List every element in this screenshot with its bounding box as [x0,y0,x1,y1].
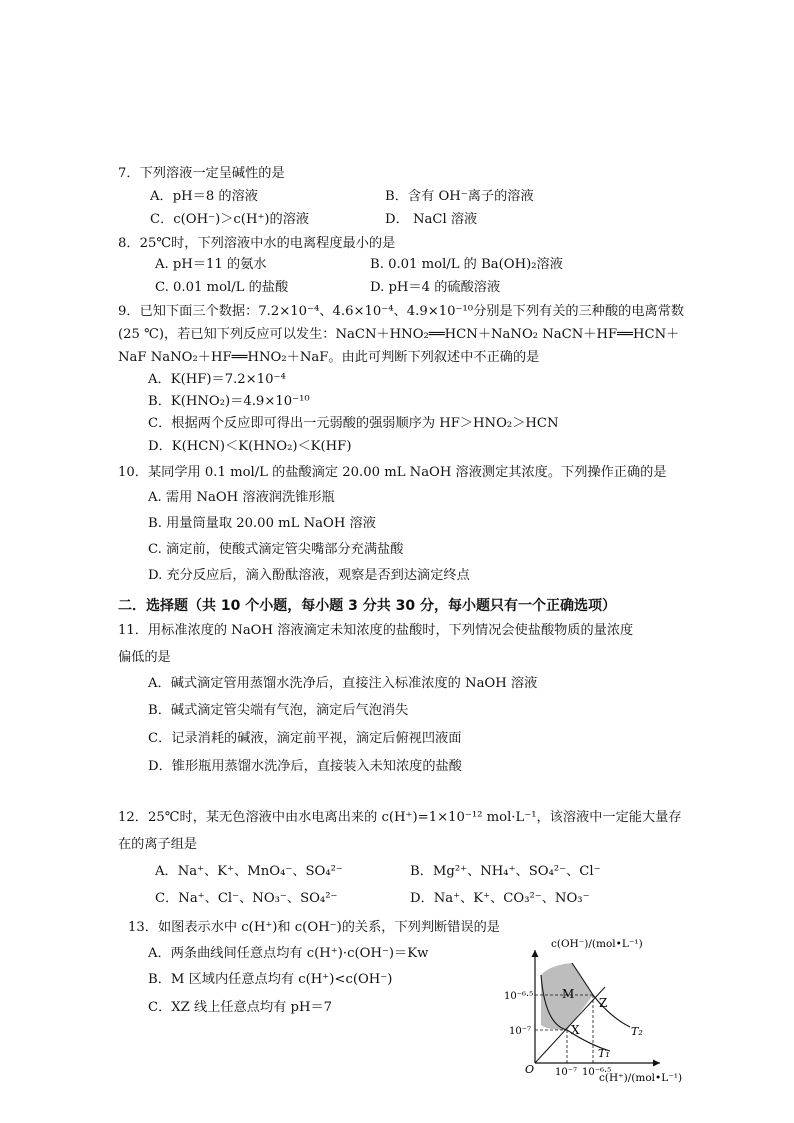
section-2-heading: 二．选择题（共 10 个小题，每小题 3 分共 30 分，每小题只有一个正确选项） [118,598,616,614]
question-13-option-b: B．M 区域内任意点均有 c(H⁺)<c(OH⁻) [148,972,393,987]
x-tick-low-label: 10⁻⁷ [555,1067,578,1078]
question-10-option-a: A. 需用 NaOH 溶液润洗锥形瓶 [148,490,335,505]
question-12-line-1: 12．25℃时，某无色溶液中由水电离出来的 c(H⁺)=1×10⁻¹² mol·L⁻¹，该溶液中一定能大量存 [118,810,682,825]
curve-t2-label: T₂ [631,1025,643,1038]
question-9-option-b: B．K(HNO₂)＝4.9×10⁻¹⁰ [148,394,310,409]
curve-t1-label: T₁ [598,1047,610,1060]
question-13-stem: 13．如图表示水中 c(H⁺)和 c(OH⁻)的关系，下列判断错误的是 [128,920,500,935]
question-11-option-b: B．碱式滴定管尖端有气泡，滴定后气泡消失 [148,703,409,718]
question-9-line-1: 9．已知下面三个数据：7.2×10⁻⁴、4.6×10⁻⁴、4.9×10⁻¹⁰分别是下列有关的三种酸的电离常数 [118,304,685,319]
question-13-option-c: C．XZ 线上任意点均有 pH＝7 [148,1000,333,1015]
question-12-option-c: C．Na⁺、Cl⁻、NO₃⁻、SO₄²⁻ [155,891,338,906]
origin-label: O [525,1063,535,1076]
question-8-option-b: B. 0.01 mol/L 的 Ba(OH)₂溶液 [370,257,563,272]
question-7-option-d: D． NaCl 溶液 [385,212,478,227]
water-ion-product-diagram [495,935,705,1090]
question-8-option-d: D. pH＝4 的硫酸溶液 [370,280,501,295]
question-11-option-c: C．记录消耗的碱液，滴定前平视，滴定后俯视凹液面 [148,731,462,746]
question-13-option-a: A．两条曲线间任意点均有 c(H⁺)·c(OH⁻)＝Kw [148,946,429,961]
question-7-option-a: A．pH＝8 的溶液 [150,189,258,204]
question-7-stem: 7．下列溶液一定呈碱性的是 [118,166,285,181]
question-12-option-b: B．Mg²⁺、NH₄⁺、SO₄²⁻、Cl⁻ [410,864,601,879]
question-8-option-a: A. pH＝11 的氨水 [155,257,267,272]
question-7-option-c: C．c(OH⁻)＞c(H⁺)的溶液 [150,212,310,227]
question-9-option-a: A．K(HF)＝7.2×10⁻⁴ [148,372,286,387]
question-10-option-c: C. 滴定前，使酸式滴定管尖嘴部分充满盐酸 [148,542,404,557]
region-m-label: M [562,987,575,1001]
question-7-option-b: B．含有 OH⁻离子的溶液 [385,189,534,204]
question-8-stem: 8．25℃时，下列溶液中水的电离程度最小的是 [118,236,396,251]
point-x-label: X [571,1023,580,1037]
question-8-option-c: C. 0.01 mol/L 的盐酸 [155,280,289,295]
y-tick-low-label: 10⁻⁷ [509,1026,532,1037]
question-11-option-a: A．碱式滴定管用蒸馏水洗净后，直接注入标准浓度的 NaOH 溶液 [148,676,538,691]
question-10-option-d: D. 充分反应后，滴入酚酞溶液，观察是否到达滴定终点 [148,568,470,583]
question-11-line-2: 偏低的是 [118,650,171,665]
x-tick-high-label: 10⁻⁶·⁵ [582,1067,612,1078]
point-z-label: Z [599,996,608,1010]
y-axis-label: c(OH⁻)/(mol•L⁻¹) [551,938,643,950]
question-12-option-a: A．Na⁺、K⁺、MnO₄⁻、SO₄²⁻ [155,864,343,879]
question-9-line-3: NaF NaNO₂＋HF══HNO₂＋NaF。由此可判断下列叙述中不正确的是 [118,350,540,365]
question-9-line-2: (25 ℃)，若已知下列反应可以发生：NaCN＋HNO₂══HCN＋NaNO₂ NaCN＋HF══HCN＋ [118,327,680,342]
question-12-option-d: D．Na⁺、K⁺、CO₃²⁻、NO₃⁻ [410,891,590,906]
x-axis-label: c(H⁺)/(mol•L⁻¹) [599,1072,683,1084]
question-9-option-d: D．K(HCN)＜K(HNO₂)＜K(HF) [148,439,352,454]
question-11-option-d: D．锥形瓶用蒸馏水洗净后，直接装入未知浓度的盐酸 [148,759,462,774]
y-tick-high-label: 10⁻⁶·⁵ [504,991,534,1002]
question-10-stem: 10．某同学用 0.1 mol/L 的盐酸滴定 20.00 mL NaOH 溶液测定其浓度。下列操作正确的是 [118,465,667,480]
question-12-line-2: 在的离子组是 [118,837,198,852]
question-11-line-1: 11．用标准浓度的 NaOH 溶液滴定未知浓度的盐酸时，下列情况会使盐酸物质的量浓度 [118,623,634,638]
question-9-option-c: C．根据两个反应即可得出一元弱酸的强弱顺序为 HF＞HNO₂＞HCN [148,416,559,431]
question-10-option-b: B. 用量筒量取 20.00 mL NaOH 溶液 [148,516,376,531]
